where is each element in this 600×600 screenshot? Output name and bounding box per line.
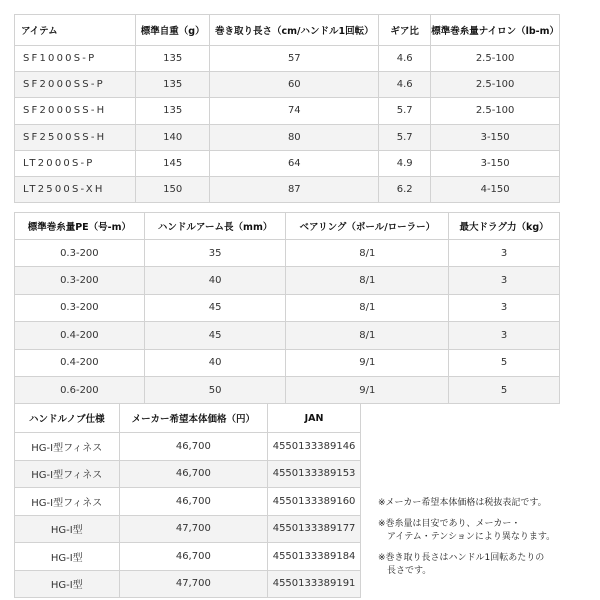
table-row	[15, 294, 560, 321]
footnote-retrieve-length: ※巻き取り長さはハンドル1回転あたりの 長さです。	[378, 553, 545, 576]
handle-length-cell: 45	[144, 294, 286, 321]
jan-cell: 4550133389184	[268, 543, 361, 571]
max-drag-cell: 3	[449, 322, 560, 349]
jan-cell: 4550133389177	[268, 515, 361, 543]
weight-cell: 135	[135, 46, 210, 72]
jan-cell: 4550133389191	[268, 570, 361, 598]
item-name: SF2000SS-P	[15, 72, 136, 98]
table-row	[15, 488, 361, 516]
pe-capacity-cell: 0.3-200	[15, 294, 145, 321]
table-row	[15, 349, 560, 376]
retrieve-length-cell: 74	[210, 98, 379, 124]
bearing-cell: 9/1	[286, 376, 449, 403]
handle-length-cell: 45	[144, 322, 286, 349]
weight-cell: 145	[135, 150, 210, 176]
price-table	[14, 403, 361, 598]
pe-capacity-cell: 0.4-200	[15, 349, 145, 376]
handle-length-cell: 40	[144, 349, 286, 376]
max-drag-cell: 5	[449, 349, 560, 376]
max-drag-cell: 5	[449, 376, 560, 403]
retrieve-length-cell: 80	[210, 124, 379, 150]
column-header: ハンドルノブ仕様	[15, 404, 120, 433]
table-row	[15, 72, 560, 98]
table-row	[15, 176, 560, 202]
jan-cell: 4550133389160	[268, 488, 361, 516]
handle-knob-cell: HG-I型フィネス	[15, 460, 120, 488]
weight-cell: 140	[135, 124, 210, 150]
pe-spec-table	[14, 212, 560, 404]
table-row	[15, 267, 560, 294]
nylon-capacity-cell: 3-150	[431, 124, 560, 150]
bearing-cell: 8/1	[286, 240, 449, 267]
handle-knob-cell: HG-I型	[15, 515, 120, 543]
item-name: SF1000S-P	[15, 46, 136, 72]
column-header: ギア比	[379, 15, 431, 46]
price-cell: 46,700	[119, 433, 268, 461]
weight-cell: 150	[135, 176, 210, 202]
pe-capacity-cell: 0.4-200	[15, 322, 145, 349]
column-header: 標準自重（g）	[135, 15, 210, 46]
jan-cell: 4550133389146	[268, 433, 361, 461]
pe-capacity-cell: 0.3-200	[15, 240, 145, 267]
footnotes	[378, 497, 593, 586]
handle-knob-cell: HG-I型	[15, 570, 120, 598]
handle-length-cell: 40	[144, 267, 286, 294]
gear-ratio-cell: 4.9	[379, 150, 431, 176]
gear-ratio-cell: 4.6	[379, 46, 431, 72]
item-name: LT2500S-XH	[15, 176, 136, 202]
jan-cell: 4550133389153	[268, 460, 361, 488]
nylon-capacity-cell: 2.5-100	[431, 46, 560, 72]
handle-knob-cell: HG-I型フィネス	[15, 433, 120, 461]
handle-length-cell: 50	[144, 376, 286, 403]
item-name: SF2500SS-H	[15, 124, 136, 150]
column-header: アイテム	[15, 15, 136, 46]
gear-ratio-cell: 5.7	[379, 124, 431, 150]
price-cell: 47,700	[119, 515, 268, 543]
table-row	[15, 322, 560, 349]
table-row	[15, 124, 560, 150]
table-header-row	[15, 15, 560, 46]
gear-ratio-cell: 6.2	[379, 176, 431, 202]
max-drag-cell: 3	[449, 294, 560, 321]
item-name: LT2000S-P	[15, 150, 136, 176]
retrieve-length-cell: 57	[210, 46, 379, 72]
price-cell: 46,700	[119, 543, 268, 571]
nylon-capacity-cell: 4-150	[431, 176, 560, 202]
max-drag-cell: 3	[449, 240, 560, 267]
table-row	[15, 460, 361, 488]
column-header: 標準巻糸量ナイロン（lb-m）	[431, 15, 560, 46]
bearing-cell: 8/1	[286, 322, 449, 349]
table-row	[15, 376, 560, 403]
retrieve-length-cell: 87	[210, 176, 379, 202]
footnote-price: ※メーカー希望本体価格は税抜表記です。	[378, 498, 547, 508]
table-row	[15, 98, 560, 124]
item-name: SF2000SS-H	[15, 98, 136, 124]
retrieve-length-cell: 64	[210, 150, 379, 176]
handle-knob-cell: HG-I型	[15, 543, 120, 571]
table-header-row	[15, 404, 361, 433]
column-header: JAN	[268, 404, 361, 433]
gear-ratio-cell: 5.7	[379, 98, 431, 124]
table-row	[15, 543, 361, 571]
spec-table	[14, 14, 560, 203]
bearing-cell: 9/1	[286, 349, 449, 376]
pe-capacity-cell: 0.3-200	[15, 267, 145, 294]
table-row	[15, 515, 361, 543]
footnote-line-capacity: ※巻糸量は目安であり、メーカー・ アイテム・テンションにより異なります。	[378, 519, 556, 542]
column-header: ハンドルアーム長（mm）	[144, 213, 286, 240]
nylon-capacity-cell: 2.5-100	[431, 72, 560, 98]
pe-capacity-cell: 0.6-200	[15, 376, 145, 403]
column-header: メーカー希望本体価格（円）	[119, 404, 268, 433]
nylon-capacity-cell: 2.5-100	[431, 98, 560, 124]
weight-cell: 135	[135, 72, 210, 98]
column-header: ベアリング（ボール/ローラー）	[286, 213, 449, 240]
weight-cell: 135	[135, 98, 210, 124]
retrieve-length-cell: 60	[210, 72, 379, 98]
table-row	[15, 240, 560, 267]
column-header: 標準巻糸量PE（号-m）	[15, 213, 145, 240]
nylon-capacity-cell: 3-150	[431, 150, 560, 176]
handle-length-cell: 35	[144, 240, 286, 267]
price-cell: 46,700	[119, 488, 268, 516]
table-row	[15, 46, 560, 72]
column-header: 巻き取り長さ（cm/ハンドル1回転）	[210, 15, 379, 46]
table-row	[15, 150, 560, 176]
bearing-cell: 8/1	[286, 267, 449, 294]
handle-knob-cell: HG-I型フィネス	[15, 488, 120, 516]
table-row	[15, 433, 361, 461]
table-header-row	[15, 213, 560, 240]
table-row	[15, 570, 361, 598]
gear-ratio-cell: 4.6	[379, 72, 431, 98]
price-cell: 47,700	[119, 570, 268, 598]
column-header: 最大ドラグ力（kg）	[449, 213, 560, 240]
price-cell: 46,700	[119, 460, 268, 488]
bearing-cell: 8/1	[286, 294, 449, 321]
max-drag-cell: 3	[449, 267, 560, 294]
